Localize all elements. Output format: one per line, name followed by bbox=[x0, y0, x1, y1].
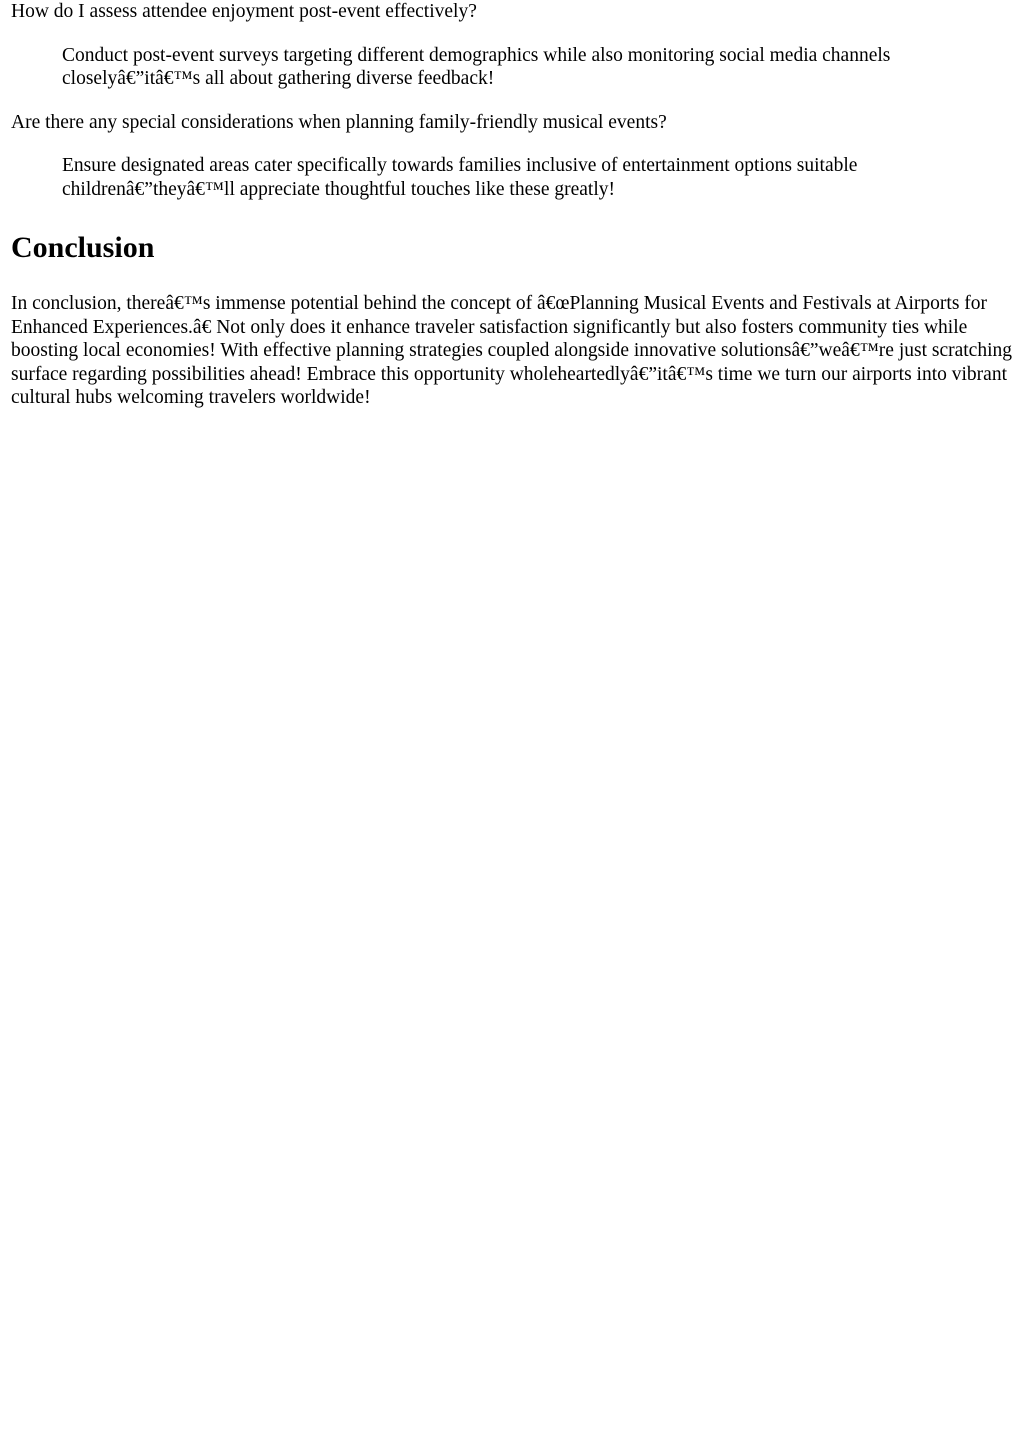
conclusion-heading: Conclusion bbox=[11, 231, 155, 264]
article-page bbox=[0, 0, 1024, 410]
faq-answer: Ensure designated areas cater specifically towards families inclusive of entertainment options suitable childrenâ€”theyâ€™ll appreciate thoughtful touches like these greatly! bbox=[62, 155, 858, 200]
faq-list bbox=[11, 0, 1012, 201]
faq-answer: Conduct post-event surveys targeting different demographics while also monitoring social media channels closelyâ€”itâ€™s all about gathering diverse feedback! bbox=[62, 44, 891, 89]
conclusion-paragraph: In conclusion, thereâ€™s immense potential behind the concept of â€œPlanning Musical Events and Festivals at Airports for Enhanced Experiences.â€ Not only does it enhance traveler satisfaction significantly but also fosters community ties while boosting local economies! With effective planning strategies coupled alongside innovative solutionsâ€”weâ€™re just scratching surface regarding possibilities ahead! Embrace this opportunity wholeheartedlyâ€”itâ€™s time we turn our airports into vibrant cultural hubs welcoming travelers worldwide! bbox=[11, 293, 1013, 408]
faq-question: How do I assess attendee enjoyment post-event effectively? bbox=[11, 1, 477, 22]
faq-question: Are there any special considerations when planning family-friendly musical events? bbox=[11, 111, 667, 133]
